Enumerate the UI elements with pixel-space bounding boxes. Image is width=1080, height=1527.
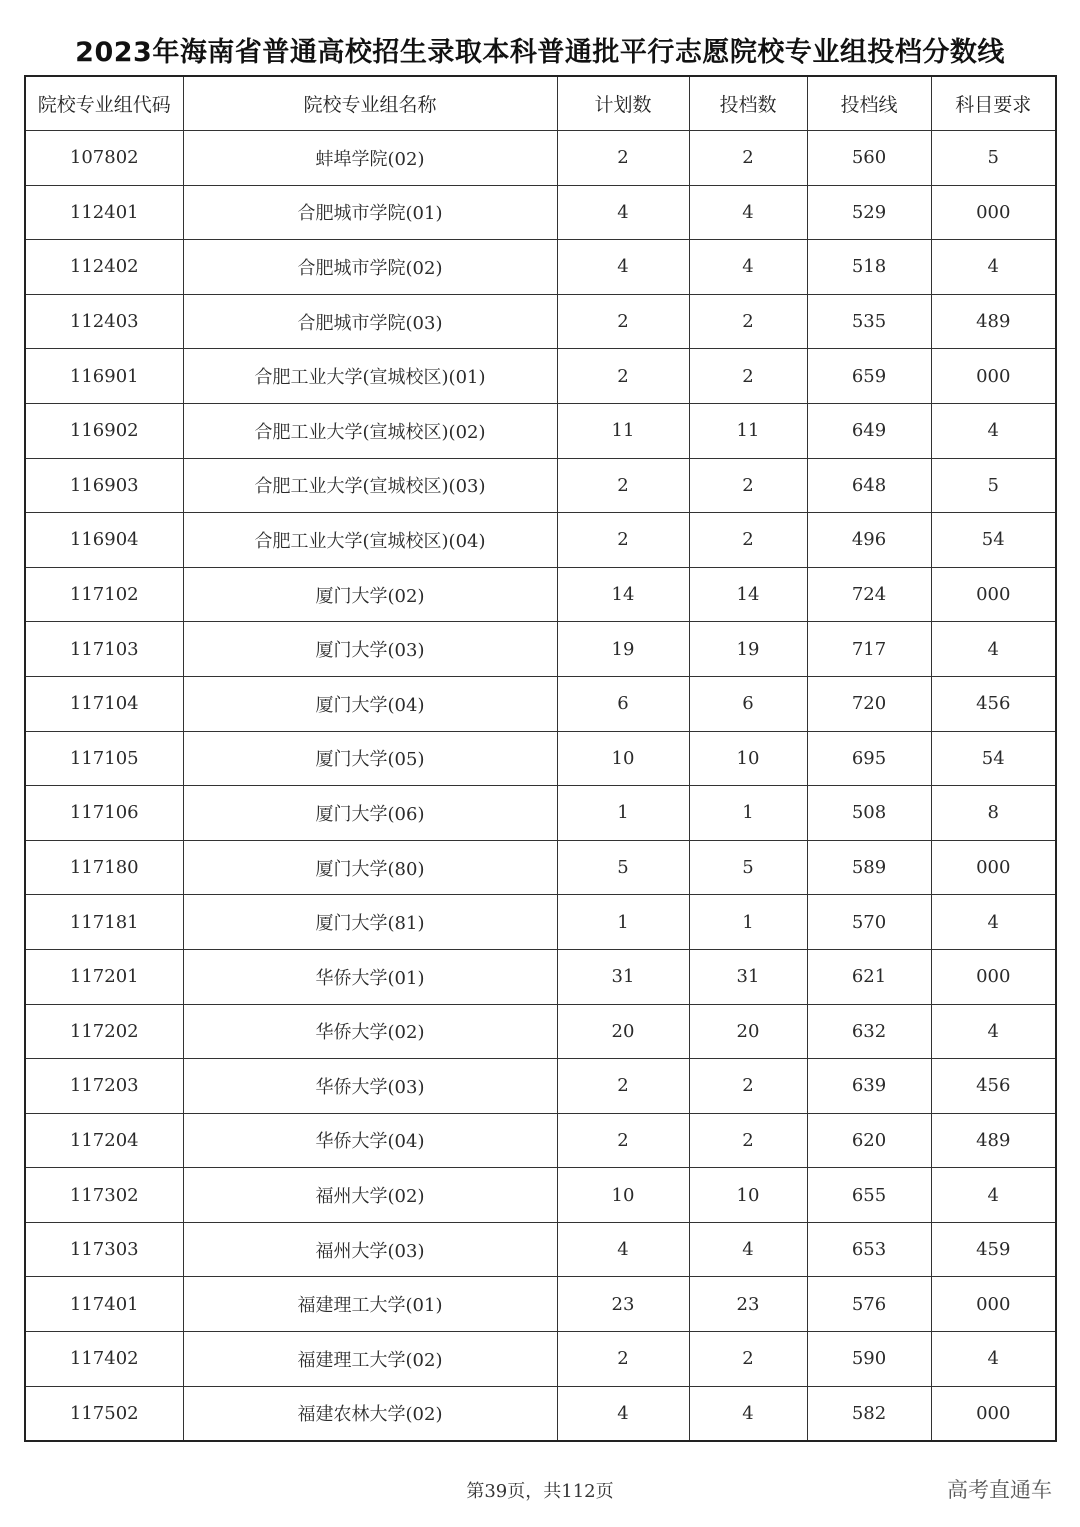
cell-subject-requirement: 456 [931,676,1056,731]
cell-plan-count: 5 [557,840,689,895]
cell-cutoff-score: 560 [807,131,931,186]
cell-filed-count: 2 [689,294,807,349]
cell-group-code: 117105 [25,731,183,786]
table-row [25,403,1056,458]
cell-cutoff-score: 639 [807,1059,931,1114]
cell-group-name: 厦门大学(03) [183,622,557,677]
cell-subject-requirement: 54 [931,513,1056,568]
cell-group-code: 117103 [25,622,183,677]
cell-filed-count: 10 [689,731,807,786]
cell-group-name: 合肥城市学院(03) [183,294,557,349]
cell-cutoff-score: 659 [807,349,931,404]
table-row [25,349,1056,404]
cell-cutoff-score: 496 [807,513,931,568]
table-row [25,1004,1056,1059]
page-number: 第39页，共112页 [466,1481,614,1502]
table-row [25,840,1056,895]
cell-cutoff-score: 508 [807,786,931,841]
cell-subject-requirement: 456 [931,1059,1056,1114]
table-header-row [25,76,1056,131]
cell-cutoff-score: 695 [807,731,931,786]
table-row [25,731,1056,786]
cell-filed-count: 1 [689,786,807,841]
table-row [25,1168,1056,1223]
cell-group-name: 合肥工业大学(宣城校区)(04) [183,513,557,568]
cell-group-name: 福建农林大学(02) [183,1386,557,1441]
cell-subject-requirement: 000 [931,185,1056,240]
cell-group-name: 厦门大学(04) [183,676,557,731]
cell-group-code: 117401 [25,1277,183,1332]
cell-plan-count: 2 [557,294,689,349]
table-row [25,185,1056,240]
cell-group-name: 合肥城市学院(01) [183,185,557,240]
table-row [25,1059,1056,1114]
cell-filed-count: 2 [689,131,807,186]
cell-subject-requirement: 000 [931,1277,1056,1332]
cell-group-name: 华侨大学(02) [183,1004,557,1059]
cell-group-name: 厦门大学(80) [183,840,557,895]
cell-group-code: 117303 [25,1222,183,1277]
cell-cutoff-score: 590 [807,1332,931,1387]
cell-group-code: 116901 [25,349,183,404]
cell-filed-count: 10 [689,1168,807,1223]
cell-filed-count: 23 [689,1277,807,1332]
cell-group-code: 117402 [25,1332,183,1387]
header-plan-count: 计划数 [557,76,689,131]
cell-plan-count: 4 [557,185,689,240]
header-subject-requirement: 科目要求 [931,76,1056,131]
cell-subject-requirement: 4 [931,1332,1056,1387]
table-row [25,786,1056,841]
cell-plan-count: 20 [557,1004,689,1059]
cell-subject-requirement: 5 [931,131,1056,186]
header-filed-count: 投档数 [689,76,807,131]
cell-filed-count: 20 [689,1004,807,1059]
cell-group-name: 华侨大学(03) [183,1059,557,1114]
cell-group-name: 合肥工业大学(宣城校区)(03) [183,458,557,513]
table-row [25,294,1056,349]
cell-filed-count: 2 [689,349,807,404]
cell-plan-count: 2 [557,131,689,186]
table-row [25,622,1056,677]
cell-subject-requirement: 4 [931,240,1056,295]
table-row [25,240,1056,295]
cell-cutoff-score: 589 [807,840,931,895]
cell-group-name: 合肥城市学院(02) [183,240,557,295]
table-row [25,1113,1056,1168]
cell-cutoff-score: 535 [807,294,931,349]
cell-group-name: 合肥工业大学(宣城校区)(02) [183,403,557,458]
cell-subject-requirement: 000 [931,567,1056,622]
cell-group-code: 117302 [25,1168,183,1223]
cell-subject-requirement: 4 [931,895,1056,950]
cell-group-code: 117502 [25,1386,183,1441]
table-row [25,676,1056,731]
cell-group-code: 116904 [25,513,183,568]
cell-filed-count: 4 [689,1222,807,1277]
cell-cutoff-score: 717 [807,622,931,677]
cell-plan-count: 1 [557,895,689,950]
cell-filed-count: 1 [689,895,807,950]
cell-group-code: 112402 [25,240,183,295]
cell-group-code: 117181 [25,895,183,950]
cell-plan-count: 2 [557,513,689,568]
cell-filed-count: 2 [689,1113,807,1168]
cell-plan-count: 6 [557,676,689,731]
cell-group-code: 117106 [25,786,183,841]
cell-subject-requirement: 000 [931,949,1056,1004]
table-row [25,131,1056,186]
cell-cutoff-score: 648 [807,458,931,513]
cell-cutoff-score: 653 [807,1222,931,1277]
cell-group-name: 福建理工大学(02) [183,1332,557,1387]
cell-subject-requirement: 489 [931,1113,1056,1168]
cell-plan-count: 19 [557,622,689,677]
cell-filed-count: 4 [689,240,807,295]
score-table [24,75,1057,1442]
cell-filed-count: 31 [689,949,807,1004]
cell-cutoff-score: 620 [807,1113,931,1168]
cell-group-name: 厦门大学(81) [183,895,557,950]
table-row [25,1222,1056,1277]
cell-subject-requirement: 000 [931,349,1056,404]
table-row [25,1332,1056,1387]
cell-subject-requirement: 489 [931,294,1056,349]
cell-filed-count: 19 [689,622,807,677]
cell-filed-count: 2 [689,513,807,568]
cell-group-code: 116903 [25,458,183,513]
cell-group-code: 117102 [25,567,183,622]
cell-group-name: 厦门大学(06) [183,786,557,841]
table-row [25,895,1056,950]
cell-filed-count: 4 [689,1386,807,1441]
cell-cutoff-score: 724 [807,567,931,622]
cell-plan-count: 4 [557,1386,689,1441]
cell-group-code: 117201 [25,949,183,1004]
cell-plan-count: 10 [557,731,689,786]
cell-cutoff-score: 570 [807,895,931,950]
cell-plan-count: 1 [557,786,689,841]
cell-cutoff-score: 529 [807,185,931,240]
cell-filed-count: 6 [689,676,807,731]
cell-group-name: 厦门大学(05) [183,731,557,786]
cell-cutoff-score: 621 [807,949,931,1004]
table-row [25,1386,1056,1441]
cell-group-name: 福建理工大学(01) [183,1277,557,1332]
cell-plan-count: 23 [557,1277,689,1332]
header-group-code: 院校专业组代码 [25,76,183,131]
cell-filed-count: 5 [689,840,807,895]
cell-filed-count: 2 [689,1059,807,1114]
cell-subject-requirement: 4 [931,403,1056,458]
cell-plan-count: 2 [557,1059,689,1114]
cell-plan-count: 2 [557,1113,689,1168]
table-row [25,1277,1056,1332]
cell-plan-count: 2 [557,458,689,513]
cell-plan-count: 2 [557,1332,689,1387]
cell-filed-count: 2 [689,458,807,513]
cell-subject-requirement: 8 [931,786,1056,841]
watermark: 高考直通车 [947,1478,1052,1502]
page-title: 2023年海南省普通高校招生录取本科普通批平行志愿院校专业组投档分数线 [75,37,1005,68]
table-row [25,949,1056,1004]
table-row [25,458,1056,513]
cell-group-name: 合肥工业大学(宣城校区)(01) [183,349,557,404]
header-cutoff-score: 投档线 [807,76,931,131]
cell-subject-requirement: 000 [931,1386,1056,1441]
cell-group-name: 厦门大学(02) [183,567,557,622]
cell-group-code: 112401 [25,185,183,240]
cell-subject-requirement: 4 [931,622,1056,677]
cell-group-code: 117203 [25,1059,183,1114]
cell-plan-count: 4 [557,240,689,295]
cell-group-code: 117202 [25,1004,183,1059]
cell-subject-requirement: 54 [931,731,1056,786]
cell-cutoff-score: 720 [807,676,931,731]
cell-group-name: 福州大学(02) [183,1168,557,1223]
cell-plan-count: 4 [557,1222,689,1277]
header-group-name: 院校专业组名称 [183,76,557,131]
cell-cutoff-score: 582 [807,1386,931,1441]
cell-group-code: 117204 [25,1113,183,1168]
cell-subject-requirement: 4 [931,1004,1056,1059]
cell-filed-count: 11 [689,403,807,458]
cell-cutoff-score: 576 [807,1277,931,1332]
cell-subject-requirement: 000 [931,840,1056,895]
cell-group-name: 华侨大学(01) [183,949,557,1004]
cell-subject-requirement: 459 [931,1222,1056,1277]
table-row [25,513,1056,568]
cell-group-code: 116902 [25,403,183,458]
cell-plan-count: 14 [557,567,689,622]
cell-subject-requirement: 4 [931,1168,1056,1223]
cell-group-code: 117104 [25,676,183,731]
cell-group-code: 117180 [25,840,183,895]
cell-group-name: 蚌埠学院(02) [183,131,557,186]
cell-group-name: 华侨大学(04) [183,1113,557,1168]
cell-group-code: 112403 [25,294,183,349]
cell-plan-count: 10 [557,1168,689,1223]
cell-subject-requirement: 5 [931,458,1056,513]
cell-plan-count: 2 [557,349,689,404]
cell-group-code: 107802 [25,131,183,186]
cell-cutoff-score: 632 [807,1004,931,1059]
cell-cutoff-score: 518 [807,240,931,295]
cell-plan-count: 31 [557,949,689,1004]
cell-filed-count: 4 [689,185,807,240]
cell-cutoff-score: 655 [807,1168,931,1223]
table-body [25,131,1056,1442]
cell-filed-count: 2 [689,1332,807,1387]
cell-cutoff-score: 649 [807,403,931,458]
cell-group-name: 福州大学(03) [183,1222,557,1277]
table-row [25,567,1056,622]
cell-plan-count: 11 [557,403,689,458]
cell-filed-count: 14 [689,567,807,622]
